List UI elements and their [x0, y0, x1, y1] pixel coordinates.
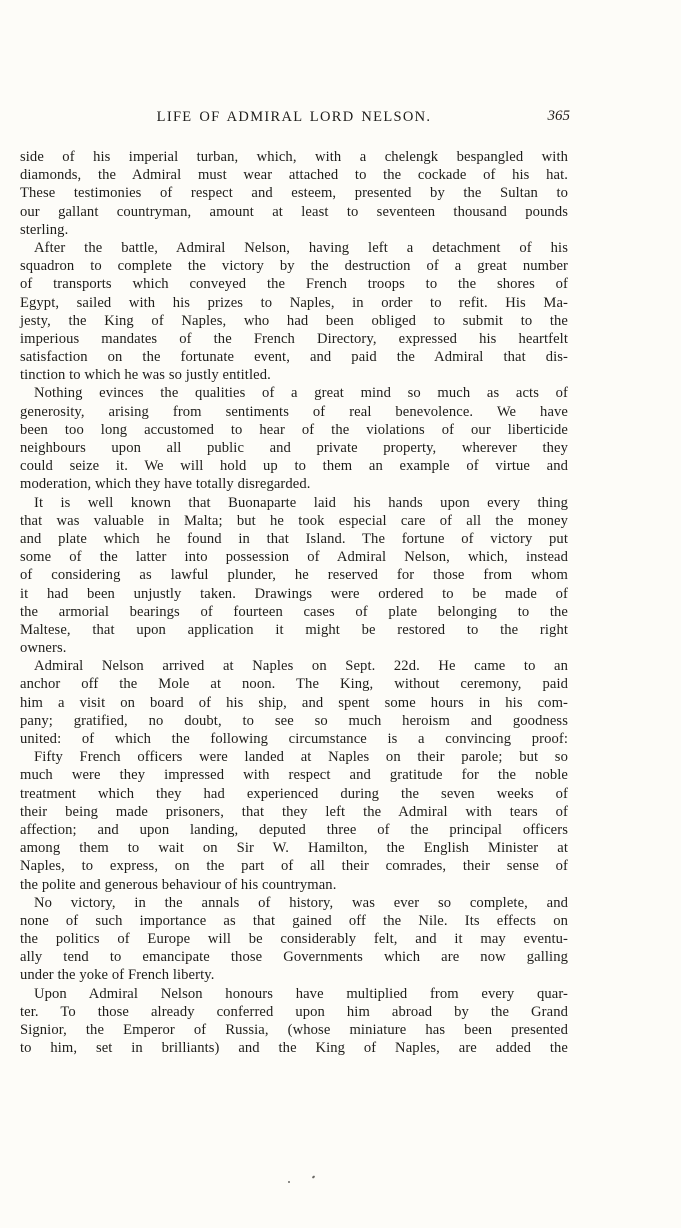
text-line: squadron to complete the victory by the destruction of a great number	[20, 258, 568, 275]
text-line: it had been unjustly taken. Drawings were ordered to be made of	[20, 585, 568, 602]
ink-speck	[288, 1181, 290, 1183]
text-line: and plate which he found in that Island. The fortune of victory put	[20, 530, 568, 547]
text-line: After the battle, Admiral Nelson, having left a detachment of his	[34, 239, 568, 256]
text-line: Admiral Nelson arrived at Naples on Sept. 22d. He came to an	[34, 658, 568, 675]
text-line: Upon Admiral Nelson honours have multiplied from every quar-	[34, 985, 568, 1002]
text-line: some of the latter into possession of Admiral Nelson, which, instead	[20, 549, 568, 566]
text-line: the armorial bearings of fourteen cases of plate belonging to the	[20, 603, 568, 620]
running-head	[20, 109, 568, 131]
text-line: Naples, to express, on the part of all their comrades, their sense of	[20, 858, 568, 875]
text-line: sterling.	[20, 221, 69, 238]
text-line: our gallant countryman, amount at least to seventeen thousand pounds	[20, 203, 568, 220]
text-line: Nothing evinces the qualities of a great mind so much as acts of	[34, 385, 568, 402]
text-line: the politics of Europe will be considerably felt, and it may eventu-	[20, 931, 568, 948]
ink-speck	[312, 1175, 316, 1178]
text-line: under the yoke of French liberty.	[20, 967, 215, 984]
text-line: diamonds, the Admiral must wear attached to the cockade of his hat.	[20, 167, 568, 184]
text-line: much were they impressed with respect and gratitude for the noble	[20, 767, 568, 784]
text-line: none of such importance as that gained off the Nile. Its effects on	[20, 912, 568, 929]
page-number: 365	[547, 108, 570, 124]
text-line: treatment which they had experienced during the seven weeks of	[20, 785, 568, 802]
running-title: LIFE OF ADMIRAL LORD NELSON.	[156, 109, 432, 125]
text-line: to him, set in brilliants) and the King of Naples, are added the	[20, 1040, 568, 1057]
text-line: Egypt, sailed with his prizes to Naples, in order to refit. His Ma-	[20, 294, 568, 311]
text-line: ally tend to emancipate those Governments which are now galling	[20, 949, 568, 966]
text-line: Maltese, that upon application it might be restored to the right	[20, 621, 568, 638]
text-line: united: of which the following circumstance is a convincing proof:	[20, 731, 568, 747]
text-line: could seize it. We will hold up to them an example of virtue and	[20, 458, 568, 475]
text-line: neighbours upon all public and private property, wherever they	[20, 440, 568, 456]
text-line: of transports which conveyed the French troops to the shores of	[20, 276, 568, 293]
text-line: No victory, in the annals of history, was ever so complete, and	[34, 894, 568, 911]
text-line: side of his imperial turban, which, with a chelengk bespangled with	[20, 149, 568, 165]
text-line: satisfaction on the fortunate event, and paid the Admiral that dis-	[20, 349, 568, 366]
text-line: their being made prisoners, that they left the Admiral with tears of	[20, 803, 568, 820]
text-line: that was valuable in Malta; but he took especial care of all the money	[20, 512, 568, 529]
body-text	[20, 148, 568, 1057]
text-line: These testimonies of respect and esteem, presented by the Sultan to	[20, 185, 568, 202]
text-line: affection; and upon landing, deputed three of the principal officers	[20, 821, 568, 838]
text-line: tinction to which he was so justly entitled.	[20, 367, 271, 384]
text-line: Signior, the Emperor of Russia, (whose miniature has been presented	[20, 1022, 568, 1038]
text-line: jesty, the King of Naples, who had been obliged to submit to the	[20, 312, 568, 329]
text-line: owners.	[20, 640, 67, 657]
text-line: moderation, which they have totally disregarded.	[20, 476, 311, 493]
text-line: generosity, arising from sentiments of real benevolence. We have	[20, 403, 568, 420]
text-line: Fifty French officers were landed at Naples on their parole; but so	[34, 749, 568, 766]
text-line: pany; gratified, no doubt, to see so much heroism and goodness	[20, 712, 568, 729]
text-line: among them to wait on Sir W. Hamilton, the English Minister at	[20, 840, 568, 857]
text-line: anchor off the Mole at noon. The King, without ceremony, paid	[20, 676, 568, 693]
text-line: the polite and generous behaviour of his countryman.	[20, 876, 337, 893]
text-line: of considering as lawful plunder, he reserved for those from whom	[20, 567, 568, 584]
text-line: ter. To those already conferred upon him abroad by the Grand	[20, 1003, 568, 1020]
text-line: him a visit on board of his ship, and spent some hours in his com-	[20, 694, 568, 711]
text-line: It is well known that Buonaparte laid his hands upon every thing	[34, 494, 568, 511]
text-line: been too long accustomed to hear of the violations of our liberticide	[20, 421, 568, 438]
text-line: imperious mandates of the French Directory, expressed his heartfelt	[20, 330, 568, 347]
